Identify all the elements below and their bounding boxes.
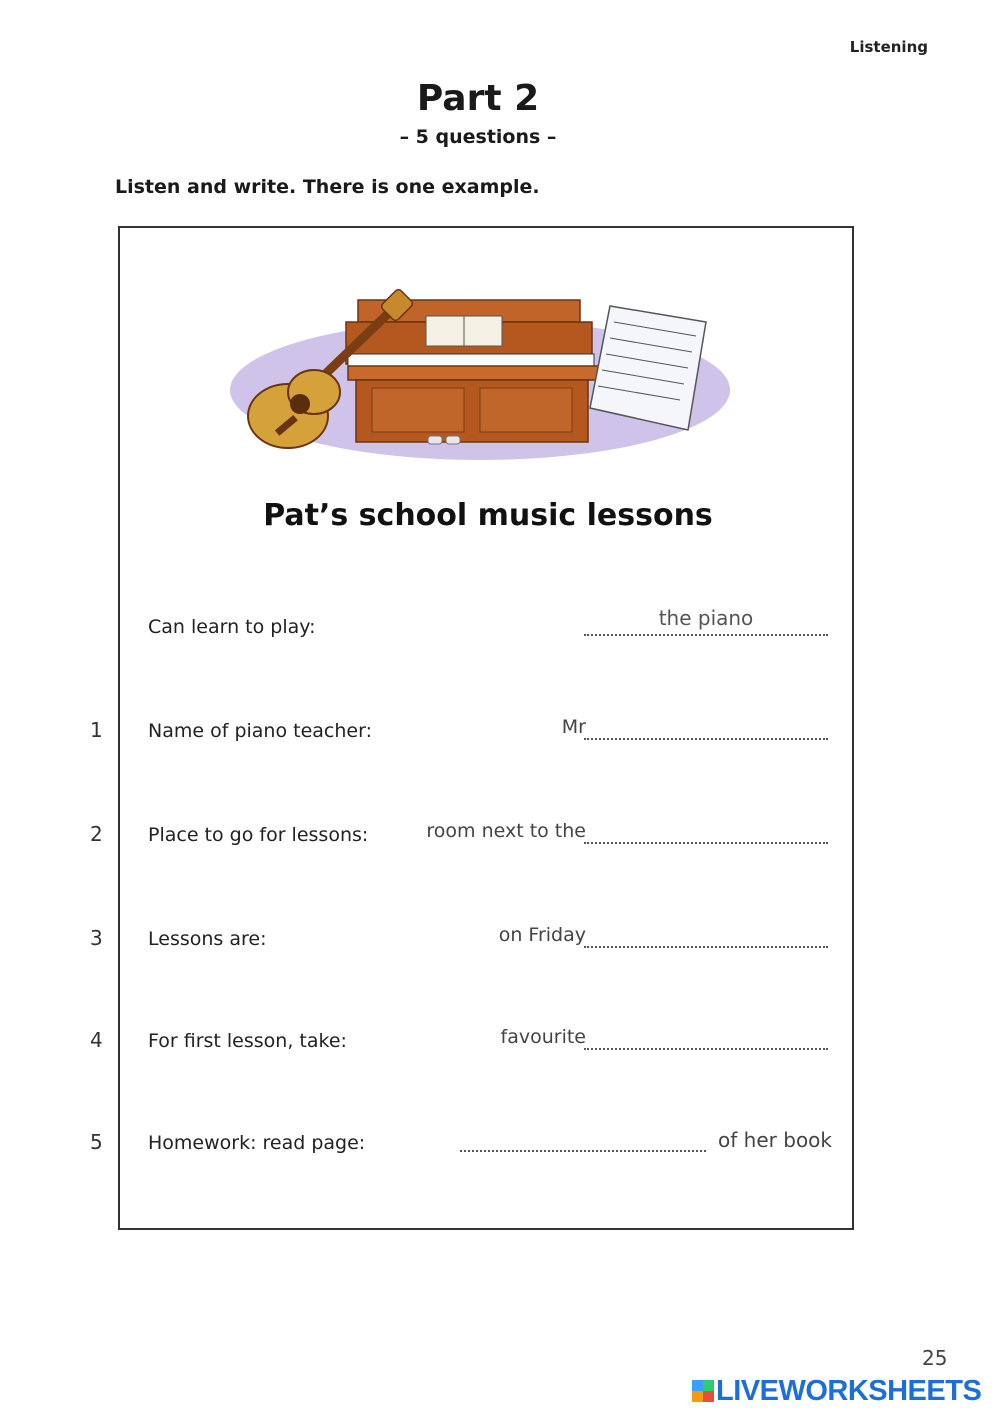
question-number: 5	[90, 1130, 103, 1154]
question-label: Name of piano teacher:	[148, 720, 372, 742]
answer-suffix: of her book	[718, 1128, 832, 1152]
question-label: Homework: read page:	[148, 1132, 366, 1154]
worksheet-frame	[90, 226, 854, 1230]
form-title: Pat’s school music lessons	[263, 498, 713, 533]
answer-input-line[interactable]	[584, 944, 828, 948]
answer-prefix: on Friday	[498, 924, 586, 946]
answer-input-line[interactable]	[460, 1148, 706, 1152]
answer-prefix: Mr	[561, 716, 586, 738]
example-row	[120, 608, 856, 648]
page-number: 25	[922, 1346, 948, 1370]
question-row-2	[90, 816, 856, 856]
question-label: For first lesson, take:	[148, 1030, 347, 1052]
question-row-5	[90, 1124, 856, 1164]
question-label: Lessons are:	[148, 928, 267, 950]
question-row-1	[90, 712, 856, 752]
example-answer: the piano	[658, 606, 754, 630]
liveworksheets-logo-icon	[692, 1380, 714, 1402]
answer-input-line[interactable]	[584, 840, 828, 844]
sheet-music-icon	[590, 306, 706, 430]
part-subtitle: – 5 questions –	[399, 126, 557, 148]
question-label: Place to go for lessons:	[148, 824, 369, 846]
question-row-3	[90, 920, 856, 960]
part-title: Part 2	[416, 78, 540, 119]
example-label: Can learn to play:	[148, 616, 316, 638]
instruction-text: Listen and write. There is one example.	[115, 176, 540, 198]
brand-text: LIVEWORKSHEETS	[716, 1374, 982, 1407]
music-instruments-illustration	[218, 288, 738, 488]
section-label: Listening	[849, 38, 928, 56]
question-number: 4	[90, 1028, 103, 1052]
question-number: 1	[90, 718, 103, 742]
question-number: 3	[90, 926, 103, 950]
answer-prefix: favourite	[500, 1026, 586, 1048]
question-row-4	[90, 1022, 856, 1062]
answer-input-line[interactable]	[584, 1046, 828, 1050]
example-answer-line	[584, 632, 828, 636]
liveworksheets-brand[interactable]	[692, 1376, 981, 1406]
answer-input-line[interactable]	[584, 736, 828, 740]
answer-prefix: room next to the	[426, 820, 586, 842]
question-number: 2	[90, 822, 103, 846]
